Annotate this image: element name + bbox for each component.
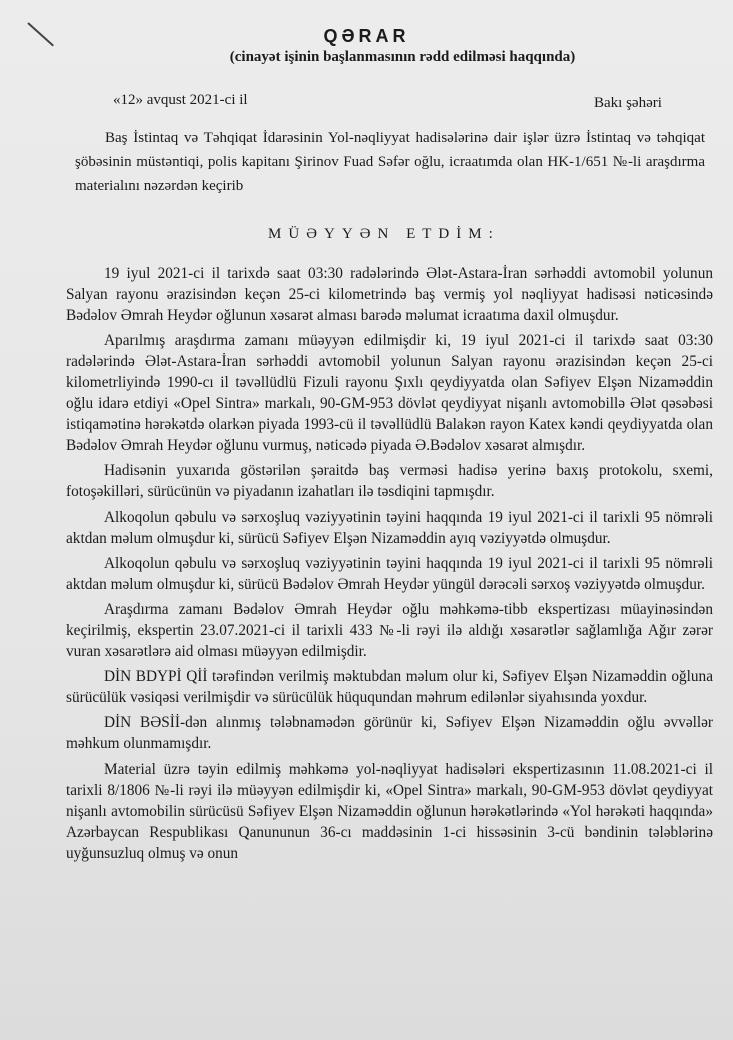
- section-heading: MÜƏYYƏN ETDİM:: [268, 226, 500, 242]
- body-paragraph-3: Hadisənin yuxarıda göstərilən şəraitdə baş verməsi hadisə yerinə baxış protokolu, sxemi, fotoşəkilləri, sürücünün və piyadanın izahatları ilə təsdiqini tapmışdır.: [66, 462, 713, 501]
- body-paragraph-5: Alkoqolun qəbulu və sərxoşluq vəziyyətinin təyini haqqında 19 iyul 2021-ci il tarixli 95 nömrəli aktdan məlum olmuşdur ki, sürücü Bədəlov Əmrah Heydər yüngül dərəcəli sərxoş vəziyyətdə olmuşdur.: [66, 554, 713, 593]
- document-date: «12» avqust 2021-ci il: [113, 92, 248, 108]
- body-paragraph-8: DİN BƏSİİ-dən alınmış tələbnamədən görünür ki, Səfiyev Elşən Nizaməddin oğlu əvvəllər məhkum olunmamışdır.: [66, 714, 713, 753]
- document-title: QƏRAR: [323, 26, 410, 46]
- body-paragraph-2: Aparılmış araşdırma zamanı müəyyən edilmişdir ki, 19 iyul 2021-ci il tarixdə saat 03:30 radələrində Ələt-Astara-İran sərhəddi avtomobil yolunun Salyan rayonu ərazisindən keçən 25-ci kilometrliyində 1990-cı il təvəllüdlü Fizuli rayonu Şıxlı qeydiyyatda olan Səfiyev Elşən Nizaməddin oğlu idarə etdiyi «Opel Sintra» markalı, 90-GM-953 dövlət qeydiyyat nişanlı avtomobillə Ələt qəsəbəsi istiqamətinə hərəkətdə olarkən piyada 1993-cü il təvəllüdlü Balakən rayon Katex kəndi qeydiyyatda olan Bədəlov Əmrah Heydər oğlunu vurmuş, nəticədə piyada Ə.Bədəlov xəsarət almışdır.: [66, 332, 713, 455]
- document-city: Bakı şəhəri: [594, 95, 662, 111]
- body-paragraph-9: Material üzrə təyin edilmiş məhkəmə yol-nəqliyyat hadisələri ekspertizasının 11.08.2021-ci il tarixli 8/1806 №-li rəyi ilə müəyyən edilmişdir ki, «Opel Sintra» markalı, 90-GM-953 dövlət qeydiyyat nişanlı avtomobilin sürücüsü Səfiyev Elşən Nizaməddin oğlunun hərəkətlərində «Yol hərəkəti haqqında» Azərbaycan Respublikası Qanununun 36-cı maddəsinin 1-ci hissəsinin 3-cü bəndinin tələblərinə uyğunsuzluq olmuş və onun: [66, 760, 713, 862]
- body-paragraph-7: DİN BDYPİ Qİİ tərəfindən verilmiş məktubdan məlum olur ki, Səfiyev Elşən Nizaməddin oğluna sürücülük vəsiqəsi verilmişdir və sürücülük hüququndan məhrum edilənlər siyahısında yoxdur.: [66, 668, 713, 707]
- body-paragraph-6: Araşdırma zamanı Bədəlov Əmrah Heydər oğlu məhkəmə-tibb ekspertizası müayinəsindən keçirilmiş, ekspertin 23.07.2021-ci il tarixli 433 №-li rəyi ilə aldığı xəsarətlər sağlamlığa Ağır zərər vuran xəsarətlərə aid olması müəyyən edilmişdir.: [66, 600, 713, 660]
- body-paragraph-4: Alkoqolun qəbulu və sərxoşluq vəziyyətinin təyini haqqında 19 iyul 2021-ci il tarixli 95 nömrəli aktdan məlum olmuşdur ki, sürücü Səfiyev Elşən Nizaməddin ayıq vəziyyətdə olmuşdur.: [66, 508, 713, 547]
- body-paragraph-1: 19 iyul 2021-ci il tarixdə saat 03:30 radələrində Ələt-Astara-İran sərhəddi avtomobil yolunun Salyan rayonu ərazisindən keçən 25-ci kilometrində baş vermiş yol nəqliyyat hadisəsi nəticəsində Bədəlov Əmrah Heydər oğlunun xəsarət alması barədə məlumat icraatıma daxil olmuşdur.: [66, 265, 713, 324]
- intro-block: [75, 126, 705, 198]
- document-subtitle: (cinayət işinin başlanmasının rədd edilməsi haqqında): [229, 49, 576, 65]
- document-body: [66, 263, 713, 868]
- intro-paragraph: Baş İstintaq və Təhqiqat İdarəsinin Yol-nəqliyyat hadisələrinə dair işlər üzrə İstintaq və təhqiqat şöbəsinin müstəntiqi, polis kapitanı Şirinov Fuad Səfər oğlu, icraatımda olan HK-1/651 №-li araşdırma materialını nəzərdən keçirib: [75, 130, 705, 194]
